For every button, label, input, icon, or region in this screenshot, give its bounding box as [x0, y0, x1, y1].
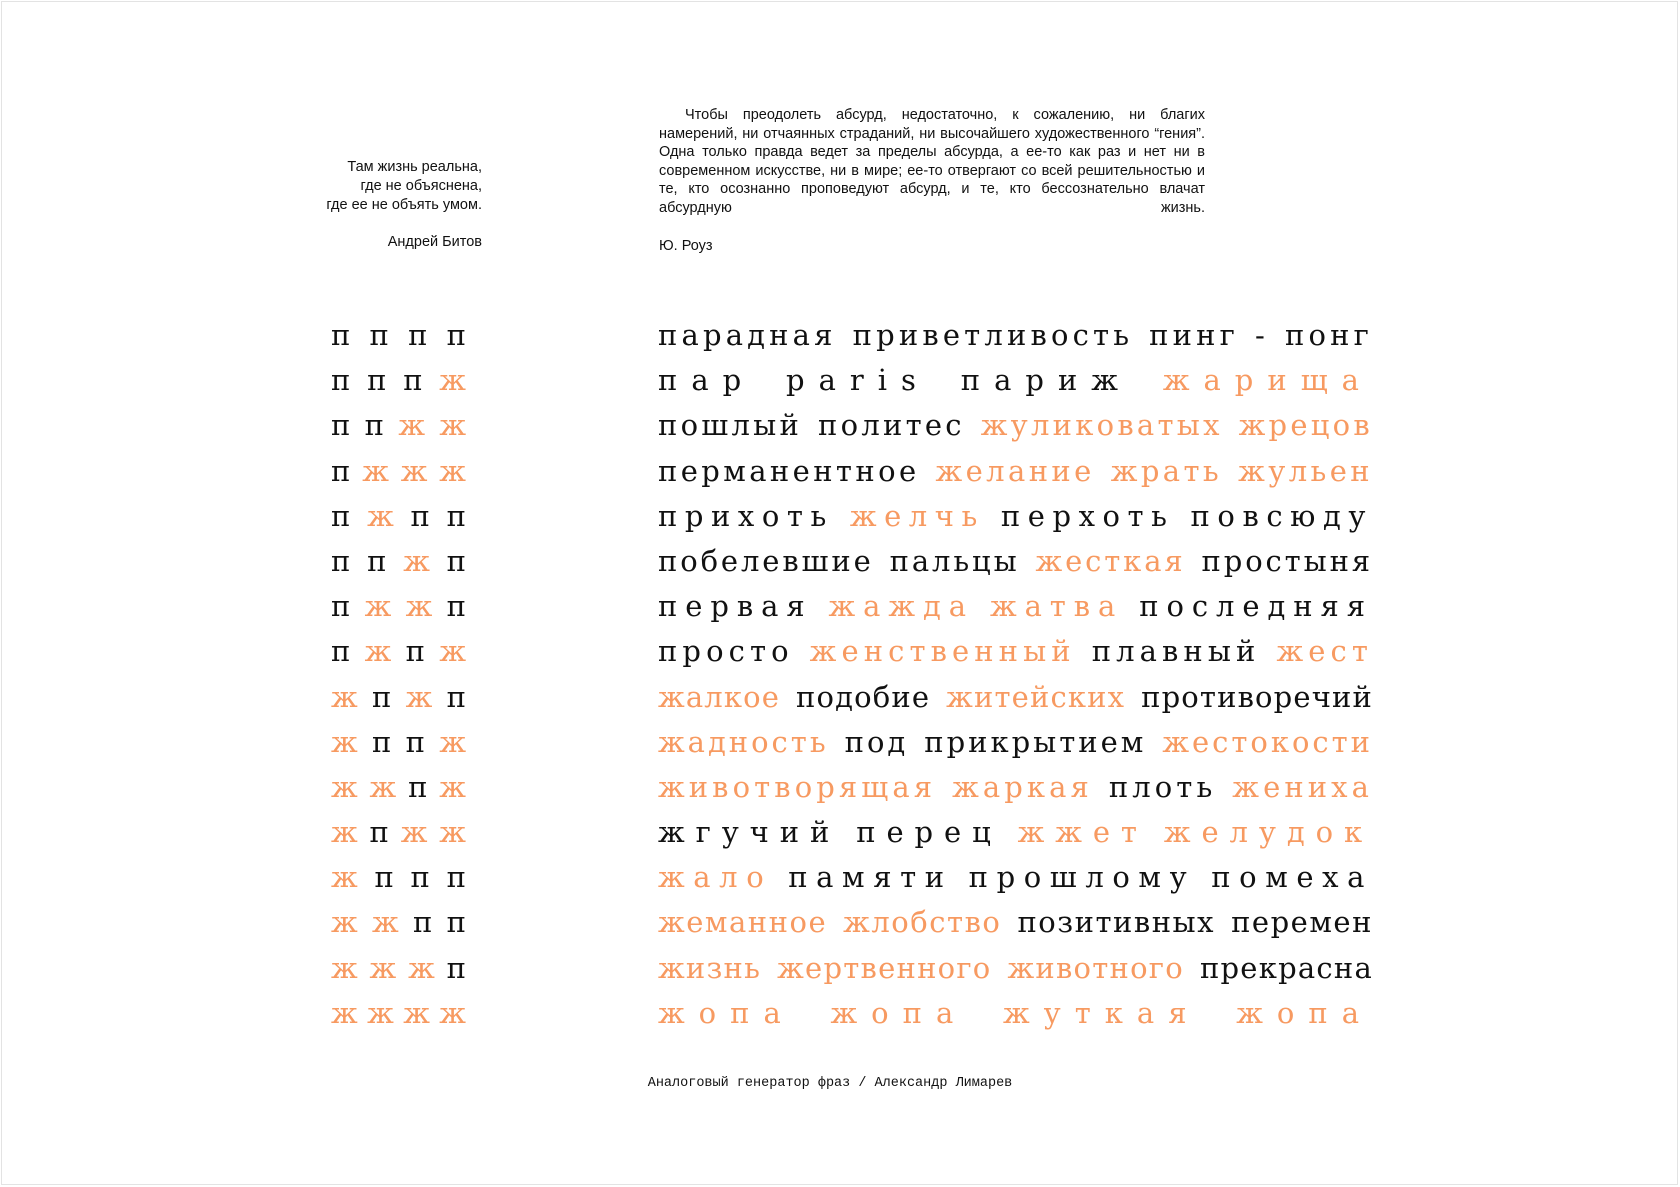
phrase-word: жуткая [1003, 995, 1201, 1030]
phrase-word: желчь [849, 498, 985, 533]
letter-p: п [374, 860, 394, 895]
phrase-row [658, 313, 1373, 358]
letter-p: п [446, 498, 466, 533]
phrase-word: прикрытием [924, 724, 1147, 759]
letter-row [331, 810, 466, 855]
phrase-word: первая [658, 589, 813, 624]
phrase-word: побелевшие [658, 543, 874, 578]
letter-row [331, 494, 466, 539]
epigraph-left-author: Андрей Битов [387, 234, 482, 250]
phrase-word: животного [1007, 950, 1184, 985]
letter-zh: ж [367, 498, 394, 533]
letter-zh: ж [439, 408, 466, 443]
letter-p: п [331, 318, 351, 352]
letter-p: п [367, 363, 387, 398]
letter-p: п [410, 860, 430, 895]
phrase-word: помеха [1211, 860, 1373, 895]
phrase-word: простыня [1201, 543, 1373, 578]
phrase-word: жрецов [1238, 408, 1373, 443]
letter-row [331, 991, 466, 1036]
phrase-word: жестокости [1162, 724, 1373, 759]
letter-row [331, 358, 466, 403]
letter-zh: ж [439, 453, 466, 488]
letter-zh: ж [331, 950, 358, 985]
phrase-word: житейских [946, 679, 1126, 714]
letter-p: п [367, 543, 387, 578]
letter-p: п [410, 498, 430, 533]
letter-zh: ж [439, 815, 466, 850]
phrase-word: пошлый [658, 408, 803, 443]
phrase-word: жало [658, 860, 773, 895]
phrase-row [658, 358, 1373, 403]
phrase-row [658, 810, 1373, 855]
letter-zh: ж [331, 679, 358, 714]
phrase-word: жертвенного [777, 950, 992, 985]
phrase-row [658, 991, 1373, 1036]
phrase-word: под [844, 724, 909, 759]
phrase-word: пар [658, 363, 756, 398]
phrase-word: жажда [828, 589, 974, 624]
letter-zh: ж [439, 634, 466, 669]
letter-p: п [364, 408, 384, 443]
phrase-word: жрать [1110, 453, 1223, 488]
letter-row [331, 403, 466, 448]
letter-p: п [446, 905, 466, 940]
letter-p: п [446, 543, 466, 578]
phrase-row [658, 584, 1373, 629]
letter-zh: ж [331, 769, 358, 804]
letter-zh: ж [405, 589, 433, 624]
phrase-word: жжет [1017, 815, 1148, 850]
letter-zh: ж [403, 543, 430, 578]
letter-p: п [408, 318, 428, 352]
letter-zh: ж [331, 860, 358, 895]
phrase-word: жопа [658, 995, 795, 1030]
letter-zh: ж [405, 679, 433, 714]
phrase-word: жест [1276, 634, 1373, 669]
letter-zh: ж [400, 815, 428, 850]
phrase-row [658, 494, 1373, 539]
phrase-row [658, 720, 1373, 765]
letter-p: п [446, 679, 466, 714]
phrase-word: политес [818, 408, 965, 443]
phrase-word: понг [1284, 318, 1373, 352]
phrase-word: парадная [658, 318, 837, 352]
phrase-word: жаркая [952, 769, 1093, 804]
phrase-word: животворящая [658, 769, 937, 804]
letter-row [331, 946, 466, 991]
phrase-word: париж [960, 363, 1132, 398]
phrase-list [658, 313, 1373, 1036]
epigraph-left-line: где ее не объять умом. [326, 197, 482, 213]
phrase-word: жениха [1232, 769, 1373, 804]
letter-zh: ж [369, 950, 397, 985]
phrase-word: прекрасна [1199, 950, 1373, 985]
letter-zh: ж [403, 995, 430, 1030]
phrase-word: приветливость [852, 318, 1134, 352]
letter-p: п [446, 860, 466, 895]
letter-zh: ж [372, 905, 399, 940]
phrase-word: плавный [1091, 634, 1261, 669]
letter-p: п [372, 679, 392, 714]
letter-row [331, 900, 466, 945]
letter-zh: ж [439, 724, 466, 759]
phrase-row [658, 765, 1373, 810]
phrase-word: повсюду [1190, 498, 1373, 533]
letter-zh: ж [439, 363, 466, 398]
phrase-word: жгучий [658, 815, 841, 850]
phrase-word: жесткая [1035, 543, 1186, 578]
phrase-row [658, 855, 1373, 900]
phrase-word: прихоть [658, 498, 834, 533]
phrase-word: жульен [1238, 453, 1373, 488]
letter-p: п [446, 318, 466, 352]
epigraph-right-author: Ю. Роуз [659, 238, 713, 254]
footer-credit [0, 1076, 1680, 1091]
letter-zh: ж [331, 724, 358, 759]
phrase-word: жопа [830, 995, 968, 1030]
phrase-word: противоречий [1141, 679, 1373, 714]
phrase-row [658, 675, 1373, 720]
letter-pattern-grid [331, 313, 466, 1036]
phrase-word: просто [658, 634, 794, 669]
letter-zh: ж [369, 769, 397, 804]
phrase-word: перманентное [658, 453, 920, 488]
phrase-word: жатва [989, 589, 1124, 624]
phrase-word: жизнь [658, 950, 762, 985]
letter-p: п [372, 724, 392, 759]
letter-p: п [331, 363, 351, 398]
letter-p: п [405, 724, 425, 759]
letter-p: п [446, 589, 466, 624]
phrase-word: - [1255, 318, 1269, 352]
letter-zh: ж [439, 769, 466, 804]
phrase-word: жарища [1162, 363, 1373, 398]
letter-p: п [403, 363, 423, 398]
phrase-word: жеманное [658, 905, 828, 940]
phrase-word: памяти [788, 860, 953, 895]
letter-p: п [405, 634, 425, 669]
letter-row [331, 720, 466, 765]
footer-text: Аналоговый генератор фраз / Александр Лимарев [647, 1076, 1013, 1091]
letter-zh: ж [331, 815, 358, 850]
letter-p: п [331, 543, 351, 578]
letter-row [331, 675, 466, 720]
letter-p: п [331, 589, 351, 624]
phrase-row [658, 629, 1373, 674]
phrase-word: paris [786, 363, 930, 398]
letter-p: п [331, 498, 351, 533]
letter-row [331, 584, 466, 629]
phrase-word: жуликоватых [980, 408, 1223, 443]
letter-zh: ж [364, 634, 392, 669]
phrase-word: пальцы [889, 543, 1020, 578]
letter-p: п [408, 769, 428, 804]
letter-zh: ж [400, 453, 428, 488]
letter-row [331, 629, 466, 674]
phrase-word: перец [856, 815, 1002, 850]
phrase-row [658, 539, 1373, 584]
phrase-word: женственный [809, 634, 1076, 669]
phrase-row [658, 946, 1373, 991]
letter-zh: ж [362, 453, 389, 488]
phrase-word: перхоть [1000, 498, 1175, 533]
phrase-word: пинг [1149, 318, 1240, 352]
phrase-word: последняя [1139, 589, 1373, 624]
phrase-word: перемен [1231, 905, 1373, 940]
phrase-word: желание [935, 453, 1095, 488]
phrase-row [658, 900, 1373, 945]
epigraph-right-text: Чтобы преодолеть абсурд, недостаточно, к сожалению, ни благих намерений, ни отчаянных страданий, ни высочайшего художественного “гения”. Одна только правда ведет за пределы абсурда, а ее-то как раз и нет ни в современном искусстве, ни в мире; ее-то отвергают со всей решительностью и те, кто осознанно проповедуют абсурд, и те, кто бессознательно влачат абсурдную жизнь. [659, 107, 1205, 216]
letter-p: п [446, 950, 466, 985]
letter-p: п [369, 318, 389, 352]
epigraph-left [222, 158, 482, 252]
letter-zh: ж [408, 950, 435, 985]
letter-row [331, 539, 466, 584]
letter-zh: ж [331, 905, 358, 940]
phrase-word: подобие [796, 679, 931, 714]
phrase-word: прошлому [968, 860, 1196, 895]
epigraph-left-line: где не объяснена, [360, 178, 482, 194]
letter-zh: ж [439, 995, 466, 1030]
phrase-word: жлобство [843, 905, 1002, 940]
epigraph-right [659, 106, 1205, 256]
phrase-word: плоть [1108, 769, 1217, 804]
letter-p: п [369, 815, 389, 850]
letter-zh: ж [364, 589, 392, 624]
phrase-word: жадность [658, 724, 829, 759]
letter-zh: ж [331, 995, 358, 1030]
letter-zh: ж [367, 995, 394, 1030]
letter-row [331, 765, 466, 810]
phrase-word: позитивных [1017, 905, 1216, 940]
phrase-row [658, 403, 1373, 448]
letter-p: п [331, 634, 351, 669]
letter-zh: ж [398, 408, 425, 443]
phrase-word: желудок [1163, 815, 1373, 850]
phrase-word: жалкое [658, 679, 781, 714]
epigraph-left-line: Там жизнь реальна, [347, 159, 482, 175]
letter-row [331, 313, 466, 358]
phrase-row [658, 449, 1373, 494]
letter-p: п [331, 453, 351, 488]
letter-p: п [413, 905, 433, 940]
letter-p: п [331, 408, 351, 443]
phrase-word: жопа [1236, 995, 1373, 1030]
letter-row [331, 855, 466, 900]
letter-row [331, 449, 466, 494]
